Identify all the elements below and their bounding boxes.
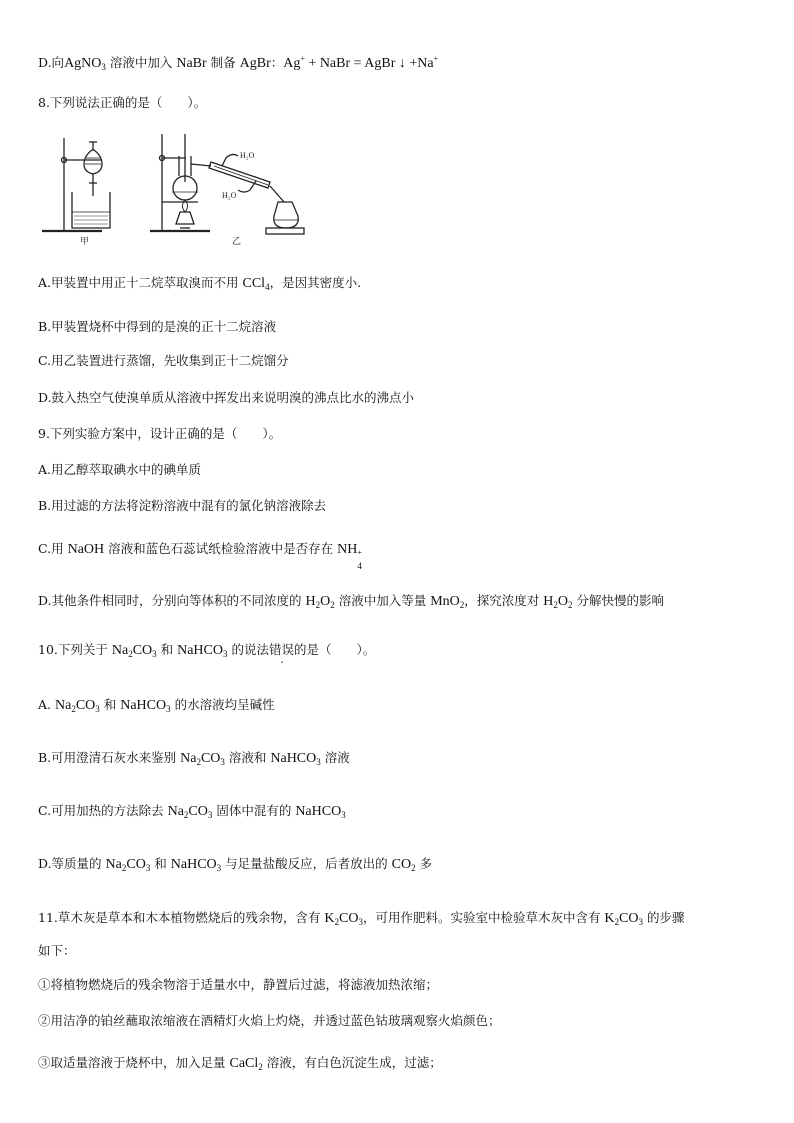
q8a-text: ，是因其密度小. — [269, 275, 362, 290]
cacl2-formula: CaCl$_2$ — [229, 1056, 263, 1072]
q10a-text: 和 — [99, 697, 121, 712]
q8-apparatus-figure — [36, 128, 306, 246]
q7-option-d — [38, 50, 438, 76]
q8-stem: 8.下列说法正确的是（ ）。 — [38, 95, 207, 110]
k2co3-formula: $K_2CO_3$ — [604, 911, 643, 927]
na2co3-formula: $Na_2CO_3$ — [167, 804, 213, 820]
q10-text: 的是（ ）。 — [293, 642, 376, 657]
q10d-text: 和 — [150, 856, 171, 871]
q10-text: 的说法 — [227, 642, 269, 657]
q11-text: 的步骤 — [643, 910, 685, 925]
co2-formula: $CO_2$ — [391, 857, 416, 873]
q7d-text: 制备 — [206, 55, 240, 70]
q10d-text: D.等质量的 — [38, 856, 106, 871]
q8a-text: A.甲装置中用正十二烷萃取溴而不用 — [38, 275, 243, 290]
k2co3-formula: $K_2CO_3$ — [324, 911, 363, 927]
q8-option-c: C.用乙装置进行蒸馏，先收集到正十二烷馏分 — [38, 353, 289, 368]
agno3-formula: AgNO$_3$ — [64, 56, 106, 72]
q11-step3-text: ③取适量溶液于烧杯中，加入足量 — [38, 1055, 230, 1070]
q11-step-2: ②用洁净的铂丝蘸取浓缩液在酒精灯火焰上灼烧，并透过蓝色钴玻璃观察火焰颜色； — [38, 1013, 501, 1028]
q9d-text: 溶液中加入等量 — [334, 593, 431, 608]
q10b-text: 溶液 — [320, 750, 350, 765]
q11-step-1: ①将植物燃烧后的残余物溶于适量水中，静置后过滤，将滤液加热浓缩； — [38, 977, 439, 992]
q11-text: 11.草木灰是草本和木本植物燃烧后的残余物，含有 — [38, 910, 325, 925]
nahco3-formula: NaHCO$_3$ — [177, 643, 228, 659]
agbr-formula: AgBr — [239, 56, 271, 71]
q11-stem-line2: 如下： — [38, 943, 76, 958]
q7d-text: D.向 — [38, 55, 65, 70]
q9d-text: ，探究浓度对 — [464, 593, 544, 608]
q10d-text: 与足量盐酸反应，后者放出的 — [221, 856, 392, 871]
na2co3-formula: $Na_2CO_3$ — [180, 751, 225, 767]
q7d-text: 溶液中加入 — [105, 55, 177, 70]
emphasized-word: 错误 — [268, 642, 294, 657]
q9d-text: 分解快慢的影响 — [572, 593, 665, 608]
h2o2-formula: $H_2O_2$ — [543, 594, 573, 610]
naoh-formula: NaOH — [67, 542, 105, 557]
water-out-label: H₂O — [240, 151, 255, 160]
q9-option-a: A.用乙醇萃取碘水中的碘单质 — [38, 462, 202, 477]
q11-step-3 — [38, 1054, 442, 1076]
h2o2-formula: $H_2O_2$ — [305, 594, 335, 610]
q10-option-b — [38, 749, 350, 771]
q9-option-b: B.用过滤的方法将淀粉溶液中混有的氯化钠溶液除去 — [38, 498, 327, 513]
mno2-formula: MnO$_2$ — [430, 594, 465, 610]
q10c-text: C.可用加热的方法除去 — [38, 803, 168, 818]
na2co3-formula: $Na_2CO_3$ — [54, 698, 100, 714]
q8-option-a — [38, 274, 361, 296]
q9-option-d — [38, 592, 664, 614]
q7d-equation: Ag+ + NaBr = AgBr ↓ +Na+ — [283, 54, 439, 71]
q10-option-a — [38, 696, 275, 718]
q8-option-b: B.甲装置烧杯中得到的是溴的正十二烷溶液 — [38, 319, 277, 334]
q11-step3-text: 溶液，有白色沉淀生成，过滤； — [262, 1055, 442, 1070]
q10a-text: 的水溶液均呈碱性 — [170, 697, 275, 712]
q8-option-d: D.鼓入热空气使溴单质从溶液中挥发出来说明溴的沸点比水的沸点小 — [38, 390, 415, 405]
q10-stem — [38, 641, 375, 663]
water-in-label: H₂O — [222, 191, 237, 200]
nahco3-formula: NaHCO$_3$ — [120, 698, 171, 714]
na2co3-formula: $Na_2CO_3$ — [111, 643, 157, 659]
q9-stem: 9.下列实验方案中，设计正确的是（ ）。 — [38, 426, 282, 441]
q10b-text: 溶液和 — [224, 750, 271, 765]
q9d-text: D.其他条件相同时，分别向等体积的不同浓度的 — [38, 593, 306, 608]
q10a-text: A. — [38, 697, 55, 712]
nh4-ion-formula: NH + 4 — [337, 542, 362, 571]
ccl4-formula: CCl$_4$ — [242, 276, 270, 292]
label-yi: 乙 — [232, 237, 242, 246]
nabr-formula: NaBr — [176, 56, 207, 71]
q10-option-d — [38, 855, 432, 877]
q9c-text: C.用 — [38, 541, 68, 556]
nahco3-formula: NaHCO$_3$ — [295, 804, 346, 820]
q9-option-c — [38, 540, 364, 571]
q10b-text: B.可用澄清石灰水来鉴别 — [38, 750, 181, 765]
q7d-text: ： — [270, 55, 284, 70]
q10-text: 和 — [156, 642, 178, 657]
q10-text: 10.下列关于 — [38, 642, 112, 657]
nahco3-formula: NaHCO$_3$ — [170, 857, 222, 873]
q9c-text: 溶液和蓝色石蕊试纸检验溶液中是否存在 — [104, 541, 338, 556]
na2co3-formula: $Na_2CO_3$ — [105, 857, 151, 873]
q10-option-c — [38, 802, 346, 824]
q11-stem — [38, 909, 684, 931]
q11-text: ，可用作肥料。实验室中检验草木灰中含有 — [362, 910, 605, 925]
q10c-text: 固体中混有的 — [212, 803, 296, 818]
label-jia: 甲 — [80, 237, 90, 246]
nahco3-formula: NaHCO$_3$ — [270, 751, 321, 767]
q10d-text: 多 — [415, 856, 433, 871]
